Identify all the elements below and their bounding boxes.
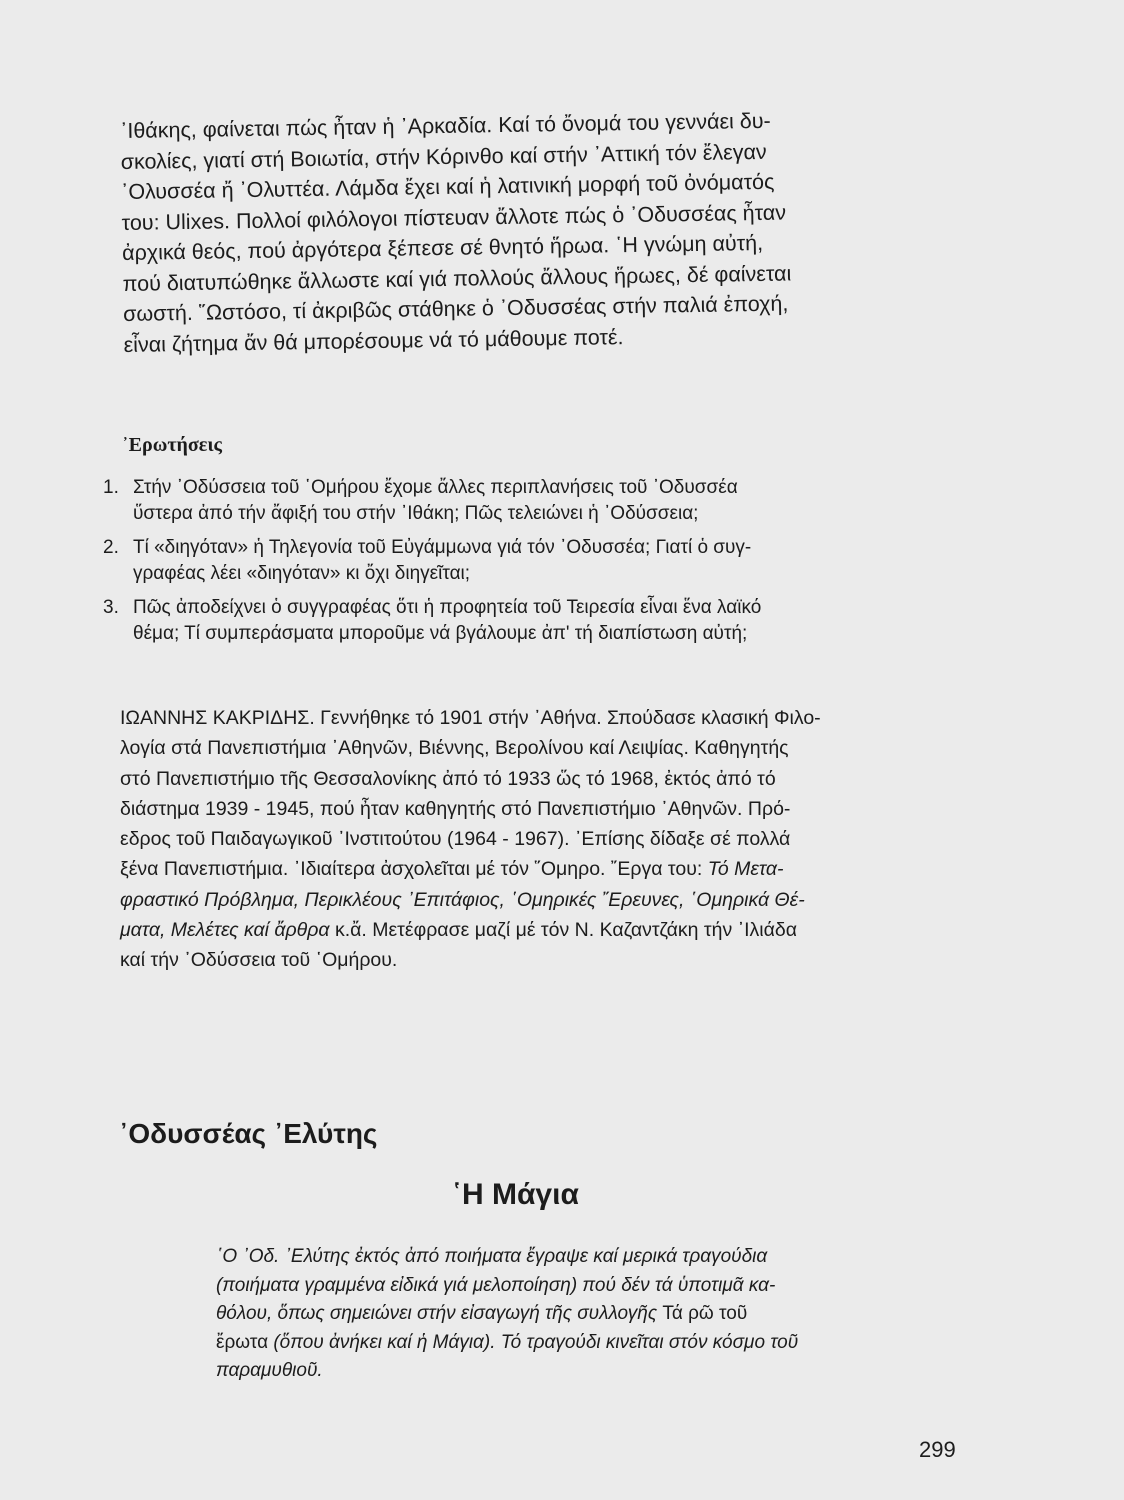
question-number: 1. — [103, 477, 119, 498]
bio-text: ξένα Πανεπιστήμια. ᾿Ιδιαίτερα ἀσχολεῖται μέ τόν ῞Ομηρο. ῎Εργα του: — [120, 858, 708, 881]
question-line: Πῶς ἀποδείχνει ὁ συγγραφέας ὅτι ἡ προφητεία τοῦ Τειρεσία εἶναι ἕνα λαϊκό — [133, 597, 762, 618]
bio-text: κ.ἄ. Μετέφρασε μαζί μέ τόν Ν. Καζαντζάκη τήν ᾿Ιλιάδα — [329, 919, 798, 942]
body-line: εἶναι ζήτημα ἄν θά μπορέσουμε νά τό μάθουμε ποτέ. — [123, 324, 624, 357]
question-item — [103, 595, 953, 647]
bio-line: στό Πανεπιστήμιο τῆς Θεσσαλονίκης ἀπό τό 1933 ὥς τό 1968, ἐκτός ἀπό τό — [120, 767, 776, 790]
collection-title: Τά ρῶ τοῦ — [662, 1303, 748, 1324]
questions-list — [103, 475, 953, 655]
question-line: ὕστερα ἀπό τήν ἄφιξή του στήν ᾿Ιθάκη; Πῶς τελειώνει ἡ ᾿Οδύσσεια; — [133, 503, 699, 524]
bio-line — [120, 854, 952, 884]
bio-line — [120, 885, 952, 915]
body-line: πού διατυπώθηκε ἄλλωστε καί γιά πολλούς ἄλλους ἥρωες, δέ φαίνεται — [122, 260, 792, 296]
poem-introduction — [216, 1243, 958, 1386]
question-line: Στήν ᾿Οδύσσεια τοῦ ῾Ομήρου ἔχομε ἄλλες περιπλανήσεις τοῦ ᾿Οδυσσέα — [133, 477, 738, 498]
author-heading: ᾿Οδυσσέας ᾿Ελύτης — [119, 1118, 378, 1149]
author-biography — [120, 703, 952, 976]
question-line: γραφέας λέει «διηγόταν» κι ὄχι διηγεῖται; — [133, 563, 471, 584]
work-title: ματα, Μελέτες καί ἄρθρα — [120, 919, 330, 942]
intro-line: ῾Ο ᾿Οδ. ᾿Ελύτης ἐκτός ἀπό ποιήματα ἔγραψε καί μερικά τραγούδια — [216, 1246, 768, 1267]
body-line: σκολίες, γιατί στή Βοιωτία, στήν Κόρινθο καί στήν ᾿Αττική τόν ἔλεγαν — [120, 139, 767, 174]
intro-text: (ὅπου ἀνήκει καί ἡ Μάγια). Τό τραγούδι κινεῖται στόν κόσμο τοῦ — [268, 1331, 799, 1353]
bio-line — [120, 915, 952, 945]
collection-title: ἔρωτα — [216, 1331, 269, 1353]
question-number: 2. — [103, 537, 119, 558]
intro-text: θόλου, ὅπως σημειώνει στήν εἰσαγωγή τῆς συλλογῆς — [216, 1303, 663, 1324]
bio-line: εδρος τοῦ Παιδαγωγικοῦ ᾿Ινστιτούτου (1964 - 1967). ᾿Επίσης δίδαξε σέ πολλά — [120, 828, 791, 851]
question-number: 3. — [103, 597, 119, 618]
question-item — [103, 535, 953, 587]
body-line: σωστή. ῞Ωστόσο, τί ἀκριβῶς στάθηκε ὁ ᾿Οδυσσέας στήν παλιά ἐποχή, — [122, 291, 789, 326]
intro-line: παραμυθιοῦ. — [216, 1360, 323, 1381]
intro-line — [216, 1300, 958, 1329]
question-line: θέμα; Τί συμπεράσματα μποροῦμε νά βγάλουμε ἀπ' τή διαπίστωση αὐτή; — [133, 623, 748, 644]
poem-title: ῾Η Μάγια — [452, 1178, 579, 1211]
bio-line: λογία στά Πανεπιστήμια ᾿Αθηνῶν, Βιέννης, Βερολίνου καί Λειψίας. Καθηγητής — [120, 737, 789, 760]
bio-line: διάστημα 1939 - 1945, πού ἦταν καθηγητής στό Πανεπιστήμιο ᾿Αθηνῶν. Πρό- — [120, 797, 791, 820]
question-item — [103, 475, 953, 527]
body-paragraph — [120, 103, 956, 360]
body-line: ᾿Ολυσσέα ἤ ᾿Ολυττέα. Λάμδα ἔχει καί ἡ λατινική μορφή τοῦ ὀνόματός — [121, 169, 775, 204]
question-line: Τί «διηγόταν» ἡ Τηλεγονία τοῦ Εὐγάμμωνα γιά τόν ᾿Οδυσσέα; Γιατί ὁ συγ- — [133, 537, 752, 558]
questions-heading: ᾿Ερωτήσεις — [122, 434, 222, 456]
work-titles: φραστικό Πρόβλημα, Περικλέους ᾿Επιτάφιος, ῾Ομηρικές ῎Ερευνες, ῾Ομηρικά Θέ- — [120, 888, 805, 911]
bio-line: ΙΩΑΝΝΗΣ ΚΑΚΡΙΔΗΣ. Γεννήθηκε τό 1901 στήν ᾿Αθήνα. Σπούδασε κλασική Φιλο- — [120, 707, 821, 729]
body-line: ᾿Ιθάκης, φαίνεται πώς ἦταν ἡ ᾿Αρκαδία. Καί τό ὄνομά του γεννάει δυ- — [120, 108, 771, 143]
body-line: του: Ulixes. Πολλοί φιλόλογοι πίστευαν ἄλλοτε πώς ὁ ᾿Οδυσσέας ἦταν — [121, 200, 787, 235]
page-number: 299 — [919, 1437, 956, 1462]
body-line: ἀρχικά θεός, πού ἀργότερα ξέπεσε σέ θνητό ἥρωα. ῾Η γνώμη αὐτή, — [121, 230, 764, 265]
work-title: Τό Μετα- — [707, 858, 784, 881]
bio-line: καί τήν ᾿Οδύσσεια τοῦ ῾Ομήρου. — [120, 949, 398, 972]
intro-line — [216, 1329, 958, 1358]
intro-line: (ποιήματα γραμμένα εἰδικά γιά μελοποίηση) πού δέν τά ὑποτιμᾶ κα- — [216, 1274, 776, 1296]
